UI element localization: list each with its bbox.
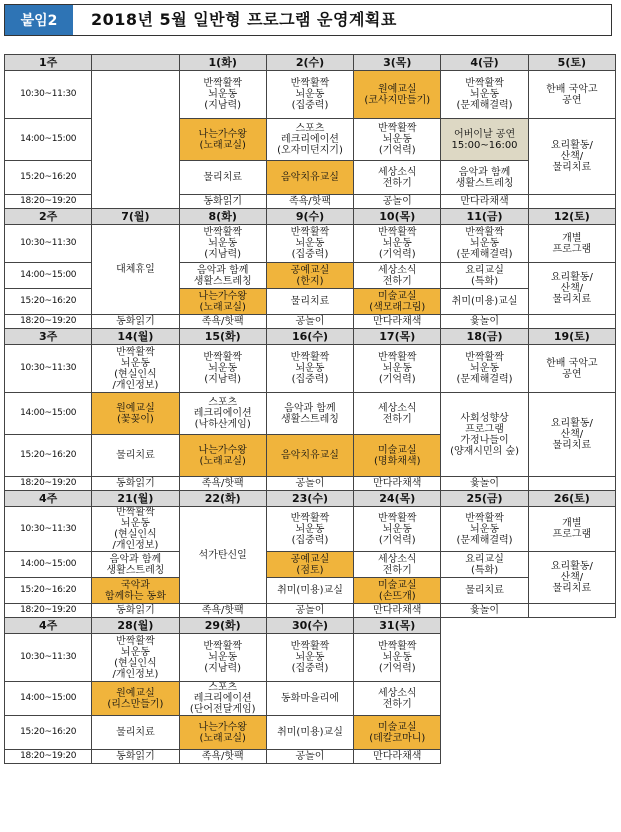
program-cell: 취미(미용)교실 <box>266 716 353 750</box>
time-slot: 18:20~19:20 <box>5 604 92 618</box>
program-cell: 만다라채색 <box>441 195 528 209</box>
program-cell: 동화읽기 <box>92 477 179 491</box>
week-4-afternoon1-row <box>5 552 616 578</box>
program-cell <box>528 315 615 329</box>
week-label: 2주 <box>5 209 92 225</box>
time-slot: 14:00~15:00 <box>5 119 92 161</box>
program-cell: 나는가수왕 (노래교실) <box>179 435 266 477</box>
program-cell: 윷놀이 <box>441 604 528 618</box>
program-cell <box>528 195 615 209</box>
program-cell: 공예교실 (점토) <box>266 552 353 578</box>
program-cell: 취미(미용)교실 <box>266 578 353 604</box>
program-cell: 미술교실 (데칼코마니) <box>354 716 441 750</box>
day-header: 18(금) <box>441 329 528 345</box>
week-label: 4주 <box>5 618 92 634</box>
week-3-header-row <box>5 329 616 345</box>
time-slot: 15:20~16:20 <box>5 289 92 315</box>
week-4-afternoon2-row <box>5 578 616 604</box>
week-2-header-row <box>5 209 616 225</box>
program-cell: 동화읽기 <box>92 604 179 618</box>
day-header: 14(월) <box>92 329 179 345</box>
program-cell: 미술교실 (손뜨개) <box>354 578 441 604</box>
time-slot: 14:00~15:00 <box>5 263 92 289</box>
day-header: 11(금) <box>441 209 528 225</box>
week-4-evening-row <box>5 604 616 618</box>
day-header: 12(토) <box>528 209 615 225</box>
program-cell: 세상소식 전하기 <box>354 393 441 435</box>
program-cell: 국악과 함께하는 동화 <box>92 578 179 604</box>
program-cell: 반짝활짝 뇌운동 (현실인식 /개인정보) <box>92 345 179 393</box>
program-cell: 사회성향상 프로그램 가정나들이 (양재시민의 숲) <box>441 393 528 477</box>
program-cell: 개별 프로그램 <box>528 507 615 552</box>
program-cell: 세상소식 전하기 <box>354 682 441 716</box>
program-cell: 동화읽기 <box>179 195 266 209</box>
program-cell: 동화읽기 <box>92 750 179 764</box>
week-5-header-row <box>5 618 616 634</box>
empty-area <box>441 618 616 764</box>
program-cell: 반짝활짝 뇌운동 (집중력) <box>266 225 353 263</box>
day-header: 28(월) <box>92 618 179 634</box>
program-cell: 반짝활짝 뇌운동 (지남력) <box>179 71 266 119</box>
program-cell: 원예교실 (코사지만들기) <box>354 71 441 119</box>
program-cell: 반짝활짝 뇌운동 (지남력) <box>179 225 266 263</box>
attachment-badge: 붙임2 <box>5 5 73 35</box>
program-cell: 반짝활짝 뇌운동 (문제해결력) <box>441 507 528 552</box>
day-header: 10(목) <box>354 209 441 225</box>
week-2-morning-row <box>5 225 616 263</box>
time-slot: 15:20~16:20 <box>5 435 92 477</box>
program-cell: 반짝활짝 뇌운동 (문제해결력) <box>441 345 528 393</box>
program-cell: 물리치료 <box>441 578 528 604</box>
holiday-cell: 대체휴일 <box>92 225 179 315</box>
program-cell: 반짝활짝 뇌운동 (현실인식 /개인정보) <box>92 634 179 682</box>
program-cell: 반짝활짝 뇌운동 (문제해결력) <box>441 71 528 119</box>
program-cell: 음악치유교실 <box>266 161 353 195</box>
time-slot: 10:30~11:30 <box>5 345 92 393</box>
program-cell: 족욕/핫팩 <box>179 477 266 491</box>
program-cell: 족욕/핫팩 <box>179 315 266 329</box>
day-header: 16(수) <box>266 329 353 345</box>
time-slot: 14:00~15:00 <box>5 393 92 435</box>
week-1-header-row <box>5 55 616 71</box>
program-cell: 한배 국악고 공연 <box>528 71 615 119</box>
time-slot: 15:20~16:20 <box>5 161 92 195</box>
program-cell: 만다라채색 <box>354 604 441 618</box>
program-cell: 반짝활짝 뇌운동 (기억력) <box>354 345 441 393</box>
schedule-table <box>4 54 616 764</box>
program-cell: 세상소식 전하기 <box>354 161 441 195</box>
program-cell: 반짝활짝 뇌운동 (집중력) <box>266 345 353 393</box>
time-slot: 15:20~16:20 <box>5 578 92 604</box>
program-cell: 반짝활짝 뇌운동 (집중력) <box>266 71 353 119</box>
program-cell: 음악치유교실 <box>266 435 353 477</box>
program-cell: 음악과 함께 생활스트레칭 <box>179 263 266 289</box>
program-cell: 족욕/핫팩 <box>179 604 266 618</box>
week-3-afternoon1-row <box>5 393 616 435</box>
time-slot: 15:20~16:20 <box>5 716 92 750</box>
program-cell: 족욕/핫팩 <box>266 195 353 209</box>
program-cell: 원예교실 (리스만들기) <box>92 682 179 716</box>
time-slot: 18:20~19:20 <box>5 195 92 209</box>
program-cell: 물리치료 <box>92 435 179 477</box>
program-cell: 나는가수왕 (노래교실) <box>179 119 266 161</box>
time-slot: 10:30~11:30 <box>5 225 92 263</box>
time-slot: 14:00~15:00 <box>5 552 92 578</box>
program-cell: 공예교실 (한지) <box>266 263 353 289</box>
day-header: 23(수) <box>266 491 353 507</box>
program-cell: 물리치료 <box>266 289 353 315</box>
day-header: 21(월) <box>92 491 179 507</box>
week-label: 3주 <box>5 329 92 345</box>
week-4-header-row <box>5 491 616 507</box>
program-cell: 나는가수왕 (노래교실) <box>179 716 266 750</box>
program-cell: 어버이날 공연 15:00~16:00 <box>441 119 528 161</box>
program-cell: 윷놀이 <box>441 477 528 491</box>
program-cell: 반짝활짝 뇌운동 (현실인식 /개인정보) <box>92 507 179 552</box>
program-cell: 반짝활짝 뇌운동 (지남력) <box>179 345 266 393</box>
program-cell: 미술교실 (색모래그림) <box>354 289 441 315</box>
program-cell: 공놀이 <box>266 477 353 491</box>
program-cell: 음악과 함께 생활스트레칭 <box>92 552 179 578</box>
day-header: 22(화) <box>179 491 266 507</box>
program-cell: 공놀이 <box>266 750 353 764</box>
program-cell: 반짝활짝 뇌운동 (문제해결력) <box>441 225 528 263</box>
program-cell: 개별 프로그램 <box>528 225 615 263</box>
program-cell: 요리활동/ 산책/ 물리치료 <box>528 552 615 604</box>
program-cell <box>528 604 615 618</box>
week-label: 4주 <box>5 491 92 507</box>
program-cell: 물리치료 <box>92 716 179 750</box>
program-cell: 스포츠 레크리에이션 (오자미던지기) <box>266 119 353 161</box>
program-cell: 나는가수왕 (노래교실) <box>179 289 266 315</box>
program-cell: 반짝활짝 뇌운동 (집중력) <box>266 634 353 682</box>
program-cell: 반짝활짝 뇌운동 (집중력) <box>266 507 353 552</box>
day-header: 8(화) <box>179 209 266 225</box>
week-label: 1주 <box>5 55 92 71</box>
program-cell: 물리치료 <box>179 161 266 195</box>
day-header: 7(월) <box>92 209 179 225</box>
day-header: 3(목) <box>354 55 441 71</box>
day-header: 2(수) <box>266 55 353 71</box>
week-3-morning-row <box>5 345 616 393</box>
program-cell: 미술교실 (명화채색) <box>354 435 441 477</box>
program-cell: 세상소식 전하기 <box>354 263 441 289</box>
day-header: 5(토) <box>528 55 615 71</box>
program-cell: 요리활동/ 산책/ 물리치료 <box>528 119 615 195</box>
day-header: 26(토) <box>528 491 615 507</box>
program-cell: 동화읽기 <box>92 315 179 329</box>
time-slot: 18:20~19:20 <box>5 477 92 491</box>
program-cell: 한배 국악고 공연 <box>528 345 615 393</box>
program-cell: 윷놀이 <box>441 315 528 329</box>
document-title: 2018년 5월 일반형 프로그램 운영계획표 <box>91 10 397 29</box>
program-cell: 동화마을리에 <box>266 682 353 716</box>
day-header: 15(화) <box>179 329 266 345</box>
time-slot: 18:20~19:20 <box>5 315 92 329</box>
week-3-evening-row <box>5 477 616 491</box>
program-cell: 반짝활짝 뇌운동 (지남력) <box>179 634 266 682</box>
time-slot: 10:30~11:30 <box>5 507 92 552</box>
program-cell: 공놀이 <box>266 604 353 618</box>
program-cell: 스포츠 레크리에이션 (낙하산게임) <box>179 393 266 435</box>
program-cell: 반짝활짝 뇌운동 (기억력) <box>354 225 441 263</box>
program-cell: 스포츠 레크리에이션 (단어전달게임) <box>179 682 266 716</box>
time-slot: 14:00~15:00 <box>5 682 92 716</box>
program-cell: 음악과 함께 생활스트레칭 <box>266 393 353 435</box>
program-cell: 음악과 함께 생활스트레칭 <box>441 161 528 195</box>
day-header: 25(금) <box>441 491 528 507</box>
week-2-evening-row <box>5 315 616 329</box>
program-cell: 요리교실 (특화) <box>441 263 528 289</box>
program-cell: 만다라채색 <box>354 315 441 329</box>
program-cell: 공놀이 <box>354 195 441 209</box>
program-cell: 만다라채색 <box>354 750 441 764</box>
program-cell: 원예교실 (꽃꽂이) <box>92 393 179 435</box>
program-cell <box>528 477 615 491</box>
empty-cell <box>92 71 179 209</box>
program-cell: 세상소식 전하기 <box>354 552 441 578</box>
week-1-morning-row <box>5 71 616 119</box>
program-cell: 취미(미용)교실 <box>441 289 528 315</box>
day-header: 17(목) <box>354 329 441 345</box>
day-header: 30(수) <box>266 618 353 634</box>
week-4-morning-row <box>5 507 616 552</box>
day-header: 31(목) <box>354 618 441 634</box>
holiday-cell: 석가탄신일 <box>179 507 266 604</box>
time-slot: 18:20~19:20 <box>5 750 92 764</box>
day-header: 29(화) <box>179 618 266 634</box>
program-cell: 요리활동/ 산책/ 물리치료 <box>528 393 615 477</box>
program-cell: 요리활동/ 산책/ 물리치료 <box>528 263 615 315</box>
day-header: 1(화) <box>179 55 266 71</box>
program-cell: 반짝활짝 뇌운동 (기억력) <box>354 634 441 682</box>
program-cell: 만다라채색 <box>354 477 441 491</box>
program-cell: 족욕/핫팩 <box>179 750 266 764</box>
time-slot: 10:30~11:30 <box>5 634 92 682</box>
day-header: 9(수) <box>266 209 353 225</box>
day-header <box>92 55 179 71</box>
day-header: 4(금) <box>441 55 528 71</box>
program-cell: 반짝활짝 뇌운동 (기억력) <box>354 507 441 552</box>
title-bar <box>4 4 612 36</box>
time-slot: 10:30~11:30 <box>5 71 92 119</box>
program-cell: 요리교실 (특화) <box>441 552 528 578</box>
day-header: 24(목) <box>354 491 441 507</box>
day-header: 19(토) <box>528 329 615 345</box>
program-cell: 반짝활짝 뇌운동 (기억력) <box>354 119 441 161</box>
program-cell: 공놀이 <box>266 315 353 329</box>
